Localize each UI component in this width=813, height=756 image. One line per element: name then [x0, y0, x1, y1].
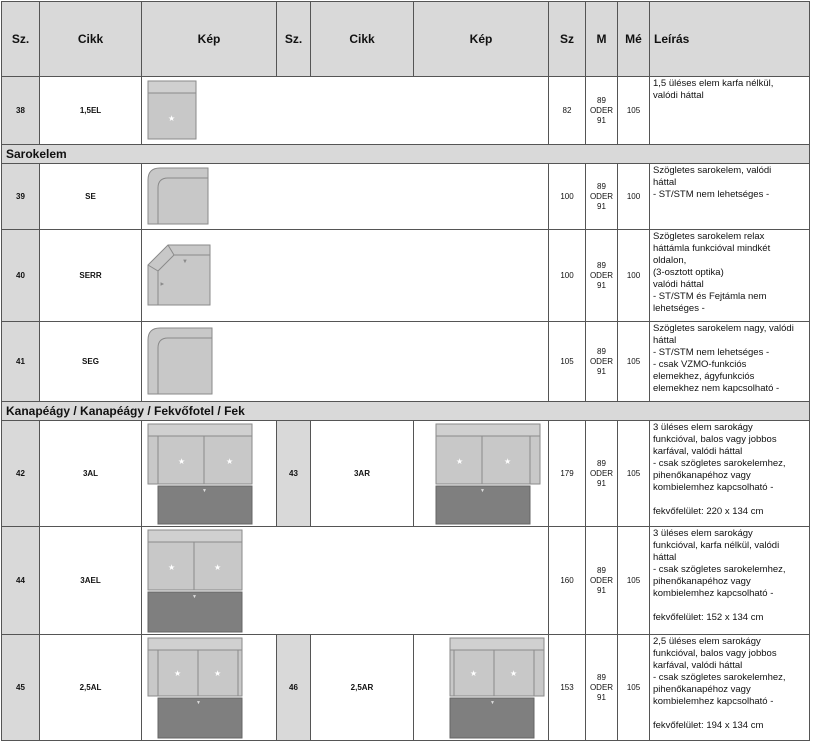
- item-image: [142, 322, 549, 402]
- product-table: [1, 1, 810, 741]
- description-line: kombielemhez kapcsolható -: [653, 696, 774, 707]
- col-kep: Kép: [142, 2, 277, 77]
- description-line: pihenőkanapéhoz vagy: [653, 684, 751, 695]
- description: [650, 421, 810, 527]
- col-cikk2: Cikk: [311, 2, 414, 77]
- item-code: 2,5AL: [40, 635, 142, 741]
- table-row: [2, 635, 810, 741]
- description-line: valódi háttal: [653, 90, 704, 101]
- description-line: [653, 600, 806, 612]
- description-line: valódi háttal: [653, 279, 704, 290]
- description-line: karfával, valódi háttal: [653, 660, 743, 671]
- section-title: Sarokelem: [2, 145, 810, 164]
- row-number: 40: [2, 230, 40, 322]
- seat-star: ★: [456, 456, 464, 466]
- row-number: 45: [2, 635, 40, 741]
- row-number: 38: [2, 77, 40, 145]
- height-values: 89 ODER 91: [586, 421, 618, 527]
- width-value: 160: [549, 527, 586, 635]
- description-line: Szögletes sarokelem relax: [653, 231, 765, 242]
- section-row: [2, 402, 810, 421]
- item-code: SERR: [40, 230, 142, 322]
- depth-value: 105: [618, 77, 650, 145]
- seat-star: ★: [214, 668, 222, 678]
- seat-star: ★: [168, 113, 176, 123]
- description-line: Szögletes sarokelem nagy, valódi: [653, 323, 794, 334]
- description-line: karfával, valódi háttal: [653, 446, 743, 457]
- table-row: [2, 230, 810, 322]
- item-code: 3AL: [40, 421, 142, 527]
- row-number: 42: [2, 421, 40, 527]
- section-title: Kanapéágy / Kanapéágy / Fekvőfotel / Fek: [2, 402, 810, 421]
- table-row: [2, 322, 810, 402]
- bed-marker: ▼: [480, 487, 485, 494]
- description-line: - ST/STM és Fejtámla nem: [653, 291, 767, 302]
- item-code: 3AEL: [40, 527, 142, 635]
- description-line: fekvőfelület: 152 x 134 cm: [653, 612, 764, 623]
- depth-value: 100: [618, 230, 650, 322]
- corner-diagram: [146, 166, 216, 228]
- height-values: 89 ODER 91: [586, 635, 618, 741]
- description-line: kombielemhez kapcsolható -: [653, 588, 774, 599]
- sofa-diagram: [146, 79, 206, 143]
- description-line: funkcióval, karfa nélkül, valódi: [653, 540, 780, 551]
- width-value: 153: [549, 635, 586, 741]
- bed-marker: ▼: [196, 699, 201, 706]
- recline-marker: ▼: [160, 280, 166, 287]
- row-number: 39: [2, 164, 40, 230]
- item-code-2: 2,5AR: [311, 635, 414, 741]
- corner-relax-diagram: [146, 243, 216, 309]
- row-number: 41: [2, 322, 40, 402]
- seat-star: ★: [168, 562, 176, 572]
- width-value: 105: [549, 322, 586, 402]
- description-line: pihenőkanapéhoz vagy: [653, 470, 751, 481]
- col-sz: Sz.: [2, 2, 40, 77]
- seat-star: ★: [226, 456, 234, 466]
- item-image: [142, 230, 549, 322]
- seat-star: ★: [504, 456, 512, 466]
- header-row: [2, 2, 810, 77]
- item-image: [142, 164, 549, 230]
- row-number-2: 43: [277, 421, 311, 527]
- description-line: pihenőkanapéhoz vagy: [653, 576, 751, 587]
- width-value: 100: [549, 230, 586, 322]
- sofa-bed-25-left-diagram: [146, 636, 246, 740]
- seat-star: ★: [470, 668, 478, 678]
- description-line: [653, 494, 806, 506]
- description-line: - ST/STM nem lehetséges -: [653, 189, 770, 200]
- width-value: 100: [549, 164, 586, 230]
- seat-star: ★: [174, 668, 182, 678]
- seat-star: ★: [214, 562, 222, 572]
- description-line: elemekhez nem kapcsolható -: [653, 383, 780, 394]
- description-line: (3-osztott optika): [653, 267, 724, 278]
- bed-marker: ▼: [490, 699, 495, 706]
- height-values: 89 ODER 91: [586, 527, 618, 635]
- item-image-2: [414, 421, 549, 527]
- description-line: 1,5 üléses elem karfa nélkül,: [653, 78, 774, 89]
- item-image: [142, 77, 549, 145]
- description-line: 3 üléses elem sarokágy: [653, 528, 753, 539]
- description: [650, 77, 810, 145]
- height-values: 89 ODER 91: [586, 164, 618, 230]
- width-value: 179: [549, 421, 586, 527]
- description-line: funkcióval, balos vagy jobbos: [653, 648, 777, 659]
- depth-value: 105: [618, 635, 650, 741]
- seat-star: ★: [178, 456, 186, 466]
- col-szel: Sz: [549, 2, 586, 77]
- col-me: Mé: [618, 2, 650, 77]
- description: [650, 230, 810, 322]
- description-line: elemekhez, ágyfunkciós: [653, 371, 755, 382]
- bed-marker: ▼: [192, 593, 197, 600]
- section-row: [2, 145, 810, 164]
- description-line: kombielemhez kapcsolható -: [653, 482, 774, 493]
- description: [650, 527, 810, 635]
- description-line: háttal: [653, 177, 677, 188]
- description-line: - csak VZMO-funkciós: [653, 359, 747, 370]
- table-row: [2, 421, 810, 527]
- description-line: lehetséges -: [653, 303, 705, 314]
- description-line: 3 üléses elem sarokágy: [653, 422, 753, 433]
- col-cikk: Cikk: [40, 2, 142, 77]
- recline-marker: ▼: [182, 258, 188, 265]
- corner-large-diagram: [146, 326, 218, 398]
- description-line: 2,5 üléses elem sarokágy: [653, 636, 761, 647]
- description-line: - ST/STM nem lehetséges -: [653, 347, 770, 358]
- height-values: 89 ODER 91: [586, 77, 618, 145]
- sofa-bed-25-right-diagram: [448, 636, 548, 740]
- table-row: [2, 164, 810, 230]
- description-line: [653, 708, 806, 720]
- item-code: SEG: [40, 322, 142, 402]
- bed-marker: ▼: [202, 487, 207, 494]
- description-line: - csak szögletes sarokelemhez,: [653, 458, 786, 469]
- table-row: [2, 77, 810, 145]
- description: [650, 635, 810, 741]
- description: [650, 322, 810, 402]
- col-m: M: [586, 2, 618, 77]
- sofa-bed-noarm-diagram: [146, 528, 246, 634]
- height-values: 89 ODER 91: [586, 230, 618, 322]
- item-code: 1,5EL: [40, 77, 142, 145]
- item-image: [142, 527, 549, 635]
- item-image: [142, 635, 277, 741]
- description-line: - csak szögletes sarokelemhez,: [653, 672, 786, 683]
- description-line: háttal: [653, 552, 677, 563]
- height-values: 89 ODER 91: [586, 322, 618, 402]
- description-line: funkcióval, balos vagy jobbos: [653, 434, 777, 445]
- col-kep2: Kép: [414, 2, 549, 77]
- sofa-bed-left-diagram: [146, 422, 256, 526]
- description-line: háttal: [653, 335, 677, 346]
- description-line: Szögletes sarokelem, valódi: [653, 165, 772, 176]
- col-leiras: Leírás: [650, 2, 810, 77]
- description-line: oldalon,: [653, 255, 687, 266]
- seat-star: ★: [510, 668, 518, 678]
- description-line: fekvőfelület: 220 x 134 cm: [653, 506, 764, 517]
- row-number: 44: [2, 527, 40, 635]
- width-value: 82: [549, 77, 586, 145]
- table-row: [2, 527, 810, 635]
- col-sz2: Sz.: [277, 2, 311, 77]
- row-number-2: 46: [277, 635, 311, 741]
- item-code-2: 3AR: [311, 421, 414, 527]
- description: [650, 164, 810, 230]
- item-code: SE: [40, 164, 142, 230]
- item-image-2: [414, 635, 549, 741]
- description-line: fekvőfelület: 194 x 134 cm: [653, 720, 764, 731]
- description-line: háttámla funkcióval mindkét: [653, 243, 771, 254]
- depth-value: 100: [618, 164, 650, 230]
- depth-value: 105: [618, 421, 650, 527]
- depth-value: 105: [618, 322, 650, 402]
- sofa-bed-right-diagram: [434, 422, 546, 526]
- item-image: [142, 421, 277, 527]
- depth-value: 105: [618, 527, 650, 635]
- description-line: - csak szögletes sarokelemhez,: [653, 564, 786, 575]
